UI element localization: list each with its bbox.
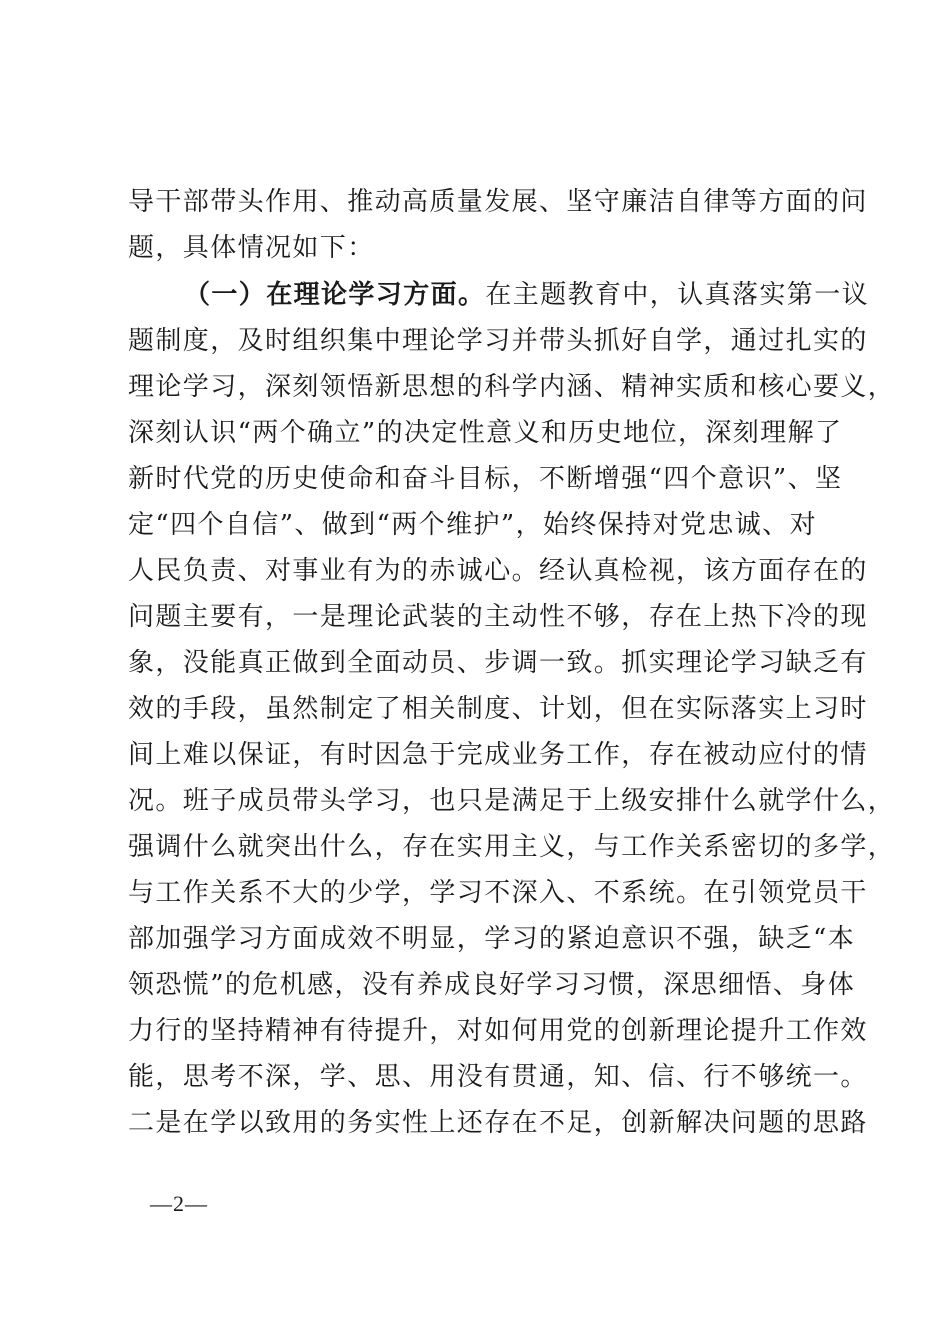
section-first-line-text: 在主题教育中，认真落实第一议	[485, 280, 870, 310]
body-text-line: 与工作关系不大的少学，学习不深入、不系统。在引领党员干	[128, 878, 868, 908]
body-text-line: 题，具体情况如下：	[128, 233, 375, 263]
body-text-line: 新时代党的历史使命和奋斗目标，不断增强“四个意识”、坚	[128, 464, 843, 494]
body-text-line: 部加强学习方面成效不明显，学习的紧迫意识不强，缺乏“本	[128, 924, 856, 954]
body-text-line: 定“四个自信”、做到“两个维护”，始终保持对党忠诚、对	[128, 510, 817, 540]
body-text-line: 间上难以保证，有时因急于完成业务工作，存在被动应付的情	[128, 740, 868, 770]
body-text-line: 深刻认识“两个确立”的决定性意义和历史地位，深刻理解了	[128, 418, 843, 448]
body-text-line: 领恐慌”的危机感，没有养成良好学习习惯，深思细悟、身体	[128, 970, 856, 1000]
body-text-line: 二是在学以致用的务实性上还存在不足，创新解决问题的思路	[128, 1108, 868, 1138]
body-text-line: 人民负责、对事业有为的赤诚心。经认真检视，该方面存在的	[128, 556, 868, 586]
body-text-line: 象，没能真正做到全面动员、步调一致。抓实理论学习缺乏有	[128, 648, 868, 678]
page-number: —2—	[150, 1191, 208, 1216]
section-first-line	[184, 279, 894, 311]
section-heading: （一）在理论学习方面。	[184, 280, 486, 310]
body-text-line: 理论学习，深刻领悟新思想的科学内涵、精神实质和核心要义，	[128, 372, 896, 402]
body-text-line: 题制度，及时组织集中理论学习并带头抓好自学，通过扎实的	[128, 326, 868, 356]
body-text-line: 况。班子成员带头学习，也只是满足于上级安排什么就学什么，	[128, 786, 896, 816]
body-text-line: 强调什么就突出什么，存在实用主义，与工作关系密切的多学，	[128, 832, 896, 862]
body-text-line: 效的手段，虽然制定了相关制度、计划，但在实际落实上习时	[128, 694, 868, 724]
body-text-line: 力行的坚持精神有待提升，对如何用党的创新理论提升工作效	[128, 1016, 868, 1046]
body-text-line: 问题主要有，一是理论武装的主动性不够，存在上热下冷的现	[128, 602, 868, 632]
body-text-line: 导干部带头作用、推动高质量发展、坚守廉洁自律等方面的问	[128, 187, 868, 217]
body-text-line: 能，思考不深，学、思、用没有贯通，知、信、行不够统一。	[128, 1062, 868, 1092]
